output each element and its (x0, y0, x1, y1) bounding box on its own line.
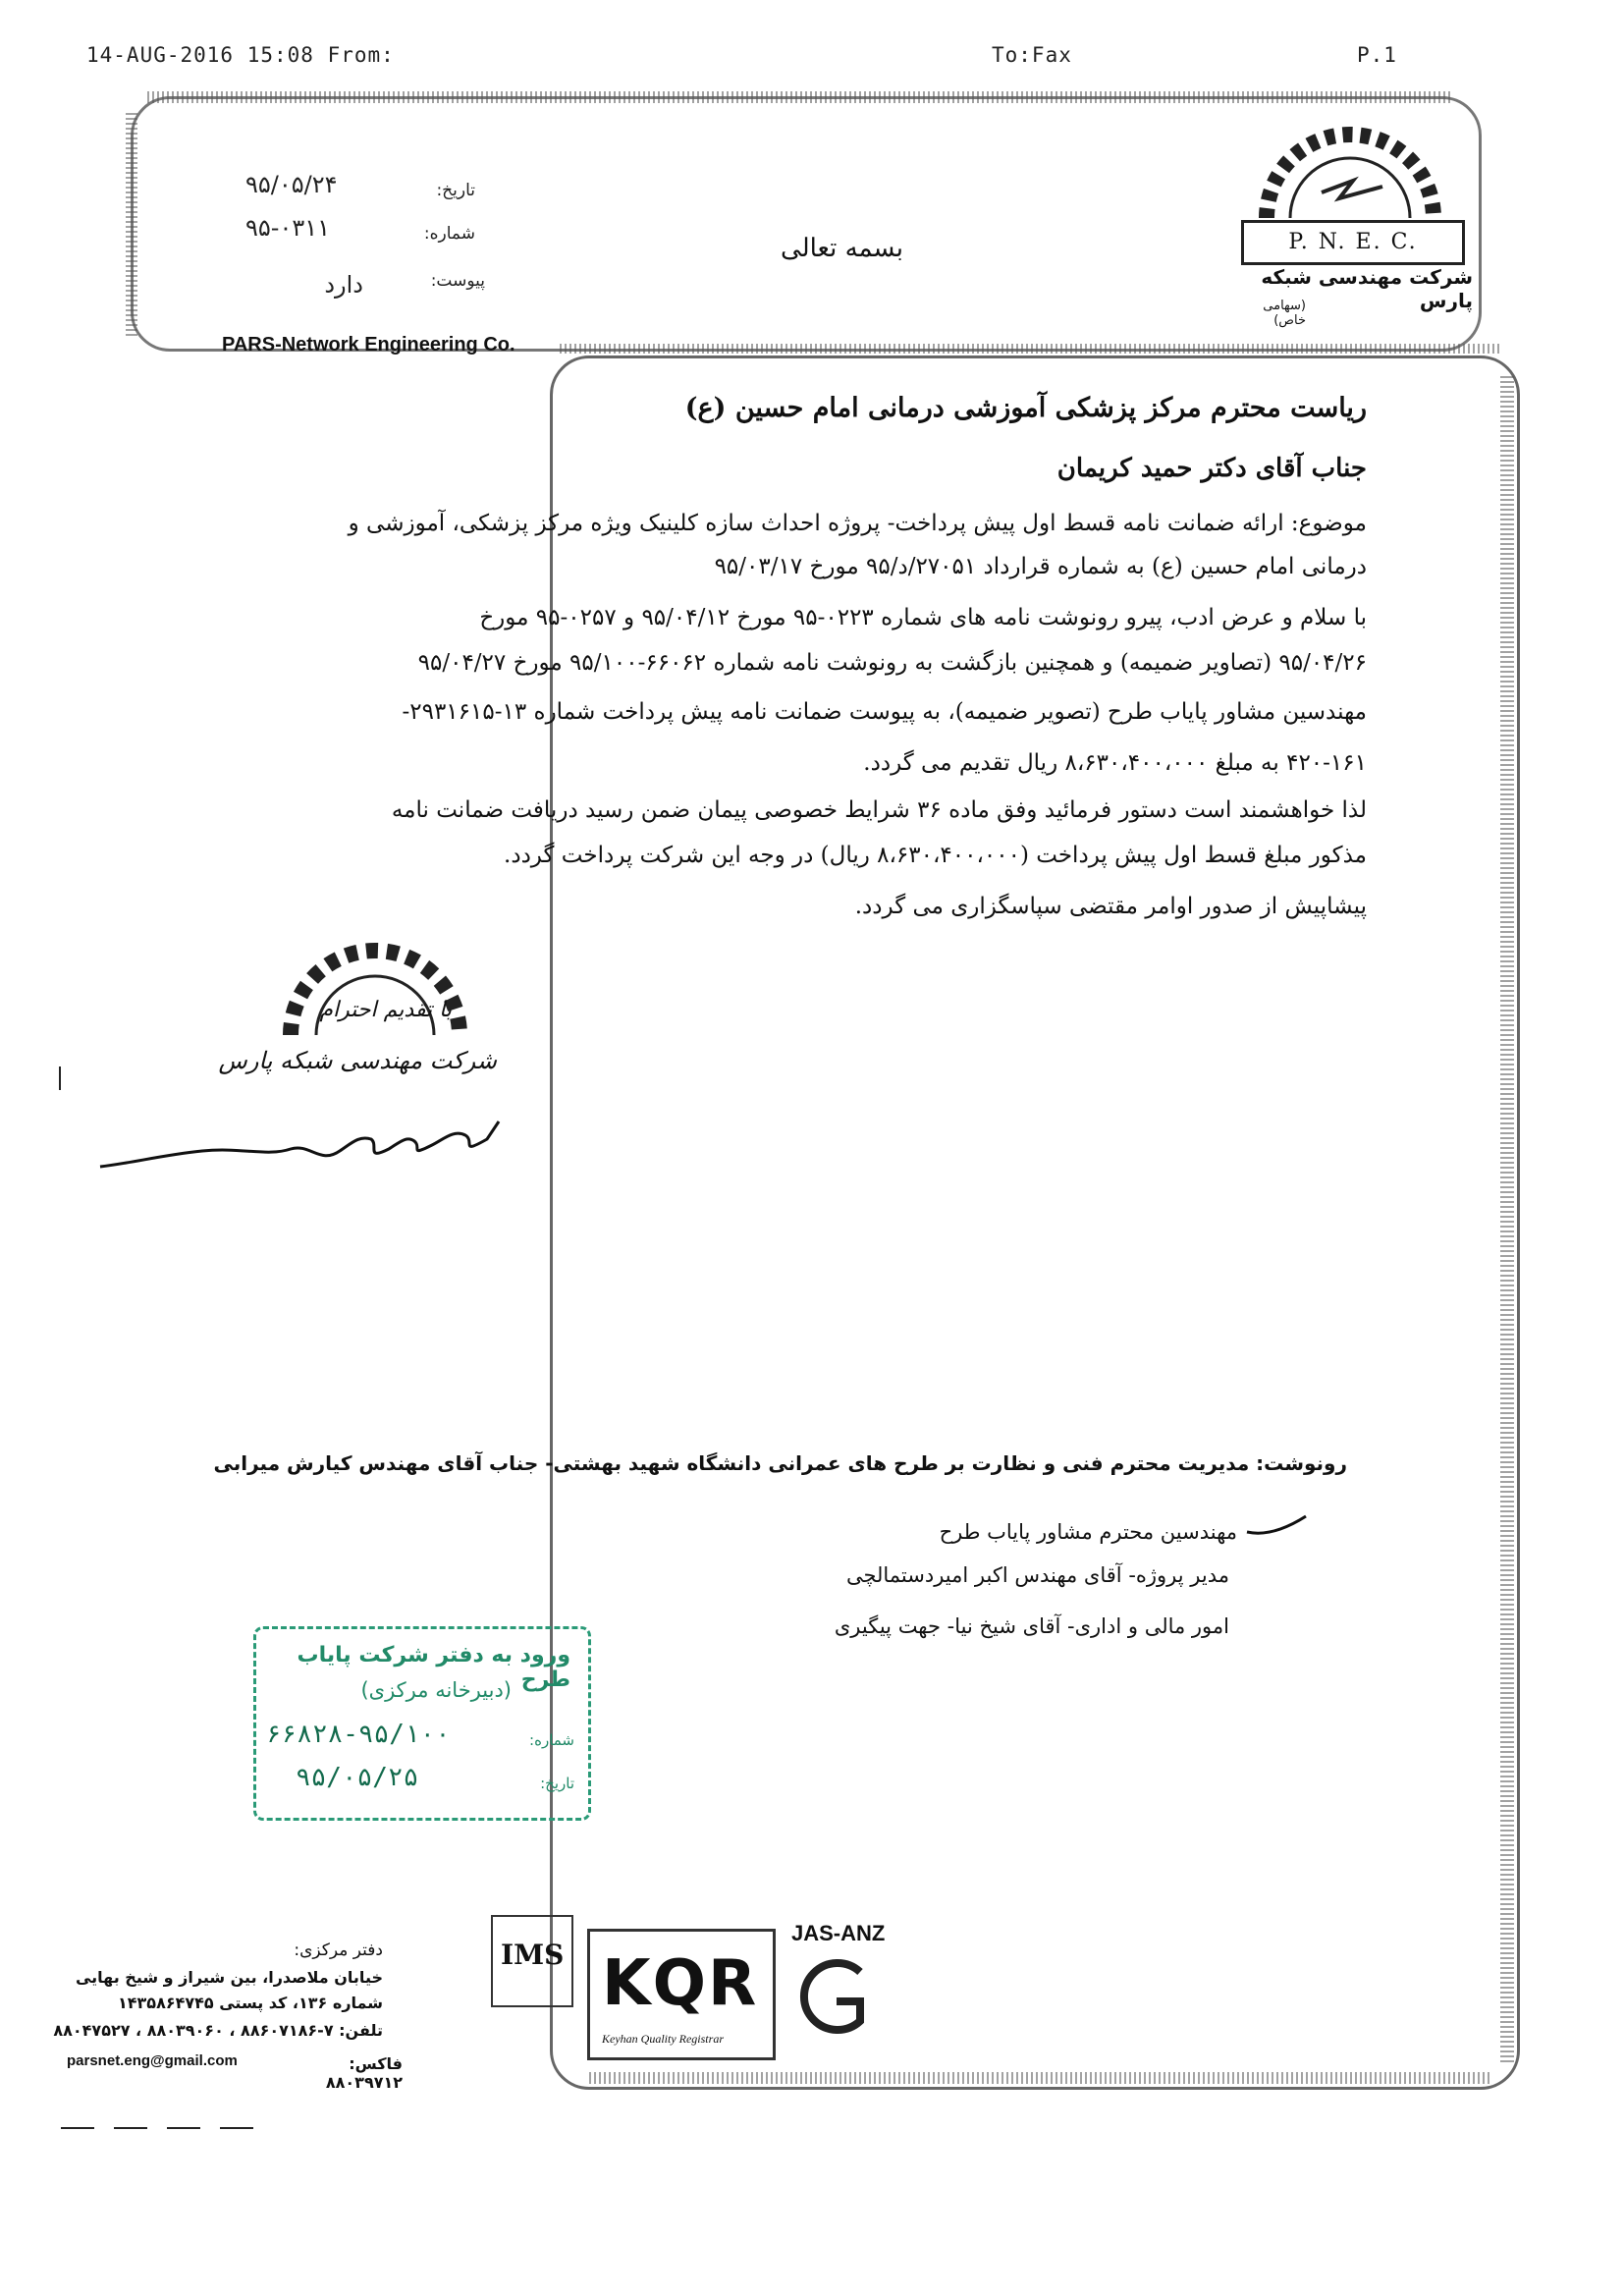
attachment-value: دارد (324, 271, 363, 299)
letter-recipient: ریاست محترم مرکز پزشکی آموزشی درمانی امام حسین (ع) (684, 393, 1367, 423)
footer-email: parsnet.eng@gmail.com (67, 2052, 238, 2069)
receipt-stamp-number-value: ۶۶۸۲۸-۹۵/۱۰۰ (266, 1720, 451, 1749)
fax-header-left: 14-AUG-2016 15:08 From: (86, 43, 395, 67)
handwritten-signature-icon (94, 1106, 507, 1184)
company-type-fa: (سهامی خاص) (1263, 299, 1306, 328)
footer-fax: فاکس: ۸۸۰۳۹۷۱۲ (325, 2054, 403, 2092)
receipt-stamp-date-value: ۹۵/۰۵/۲۵ (296, 1763, 419, 1792)
body-line-7: پیشاپیش از صدور اوامر مقتضی سپاسگزاری می گردد. (854, 894, 1367, 919)
ims-certification-logo (491, 1915, 573, 2007)
footer-address-line1: خیابان ملاصدرا، بین شیراز و شیخ بهایی (75, 1968, 383, 1987)
signature-stamp-line1: با تقدیم احترام (319, 998, 452, 1022)
fax-header-page: P.1 (1357, 43, 1397, 67)
number-value: ۹۵-۰۳۱۱ (245, 214, 331, 242)
ims-label: IMS (501, 1939, 565, 1971)
signature-stamp-gear-icon (277, 927, 473, 1045)
company-name-fa: شرکت مهندسی شبکه پارس (1261, 265, 1473, 312)
receipt-stamp (253, 1626, 591, 1821)
date-label: تاریخ: (436, 181, 475, 200)
copies-line-1: رونوشت: مدیریت محترم فنی و نظارت بر طرح های عمرانی دانشگاه شهید بهشتی- جناب آقای مهندس کیارش میرابی (213, 1451, 1347, 1475)
bottom-dash-marks (59, 2123, 275, 2133)
left-margin-mark (59, 1066, 61, 1090)
body-line-1: با سلام و عرض ادب، پیرو رونوشت نامه های شماره ۰۲۲۳-۹۵ مورخ ۹۵/۰۴/۱۲ و ۰۲۵۷-۹۵ مورخ (479, 605, 1367, 630)
company-name-en: PARS-Network Engineering Co. (222, 334, 515, 355)
date-value: ۹۵/۰۵/۲۴ (245, 171, 338, 198)
body-line-3: مهندسین مشاور پایاب طرح (تصویر ضمیمه)، به پیوست ضمانت نامه پیش پرداخت شماره ۱۳-۲۹۳۱۶۱۵- (402, 699, 1367, 725)
fax-header-recipient: To:Fax (992, 43, 1072, 67)
signature-stamp-line2: شرکت مهندسی شبکه پارس (218, 1047, 497, 1074)
pen-mark-icon (1245, 1512, 1314, 1542)
frame-hatch-mid (560, 344, 1502, 354)
company-logo-box: P. N. E. C. (1241, 220, 1465, 265)
copies-line-2: مهندسین محترم مشاور پایاب طرح (939, 1520, 1237, 1544)
frame-hatch-top (147, 91, 1453, 103)
kqr-letters: KQR (602, 1947, 759, 2020)
copies-line-4: امور مالی و اداری- آقای شیخ نیا- جهت پیگیری (834, 1614, 1229, 1638)
jas-anz-label: JAS-ANZ (791, 1921, 886, 1945)
body-line-2: ۹۵/۰۴/۲۶ (تصاویر ضمیمه) و همچنین بازگشت به رونوشت نامه شماره ۶۶۰۶۲-۹۵/۱۰۰ مورخ ۹۵/۰۴/۲۷ (417, 650, 1367, 676)
receipt-stamp-date-label: تاریخ: (540, 1775, 574, 1792)
body-line-6: مذکور مبلغ قسط اول پیش پرداخت (۸،۶۳۰،۴۰۰،۰۰۰ ریال) در وجه این شرکت پرداخت گردد. (504, 843, 1367, 868)
footer-phone: تلفن: ۷-۸۸۶۰۷۱۸۶ ، ۸۸۰۳۹۰۶۰ ، ۸۸۰۴۷۵۲۷ (53, 2021, 383, 2040)
jas-anz-logo-icon (791, 1954, 872, 2039)
attachment-label: پیوست: (430, 271, 485, 291)
receipt-stamp-subtitle: (دبیرخانه مرکزی) (360, 1678, 512, 1702)
frame-hatch-right (1500, 373, 1514, 2062)
footer-address-line2: شماره ۱۳۶، کد پستی ۱۴۳۵۸۶۴۷۴۵ (118, 1994, 383, 2012)
subject-line-1: موضوع: ارائه ضمانت نامه قسط اول پیش پرداخت- پروژه احداث سازه کلینیک ویژه مرکز پزشکی، آموزشی و (348, 511, 1367, 536)
invocation: بسمه تعالی (781, 234, 903, 263)
body-line-5: لذا خواهشمند است دستور فرمائید وفق ماده ۳۶ شرایط خصوصی پیمان ضمن رسید دریافت ضمانت نامه (391, 797, 1367, 823)
kqr-caption: Keyhan Quality Registrar (602, 2032, 724, 2046)
receipt-stamp-title: ورود به دفتر شرکت پایاب طرح (297, 1643, 570, 1692)
kqr-certification-logo (587, 1929, 776, 2060)
receipt-stamp-number-label: شماره: (529, 1731, 574, 1749)
footer-office-label: دفتر مرکزی: (294, 1941, 383, 1960)
number-label: شماره: (423, 224, 475, 244)
body-line-4: ۴۲۰-۱۶۱ به مبلغ ۸،۶۳۰،۴۰۰،۰۰۰ ریال تقدیم می گردد. (863, 750, 1367, 776)
frame-hatch-left (126, 110, 137, 336)
letter-attention: جناب آقای دکتر حمید کریمان (1056, 454, 1367, 483)
frame-hatch-bottom (589, 2072, 1492, 2084)
copies-line-3: مدیر پروژه- آقای مهندس اکبر امیردستمالچی (845, 1563, 1229, 1587)
subject-line-2: درمانی امام حسین (ع) به شماره قرارداد ۲۷۰۵۱/د/۹۵ مورخ ۹۵/۰۳/۱۷ (714, 554, 1367, 579)
